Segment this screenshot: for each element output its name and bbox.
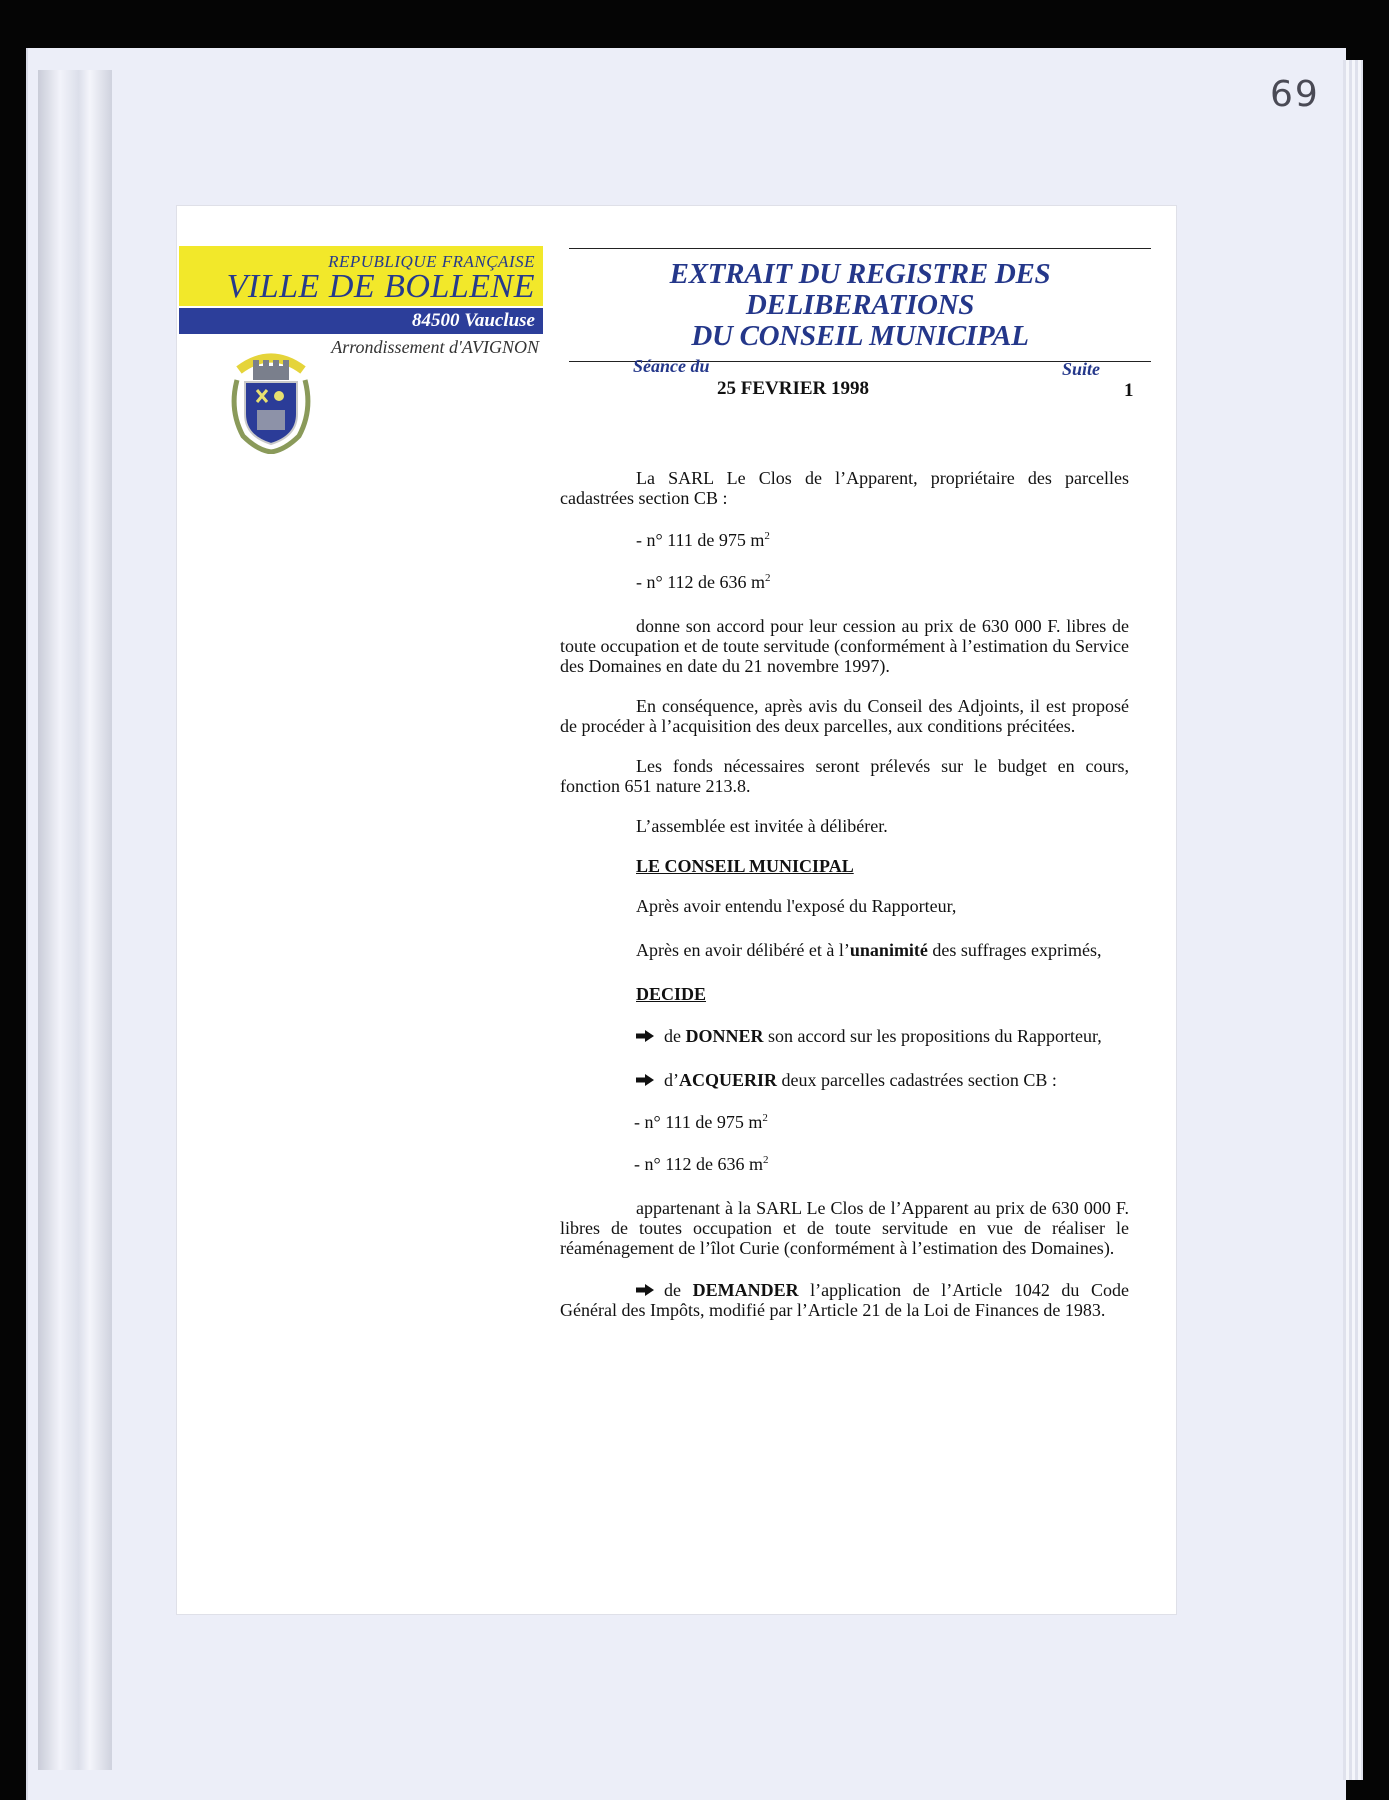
acquerir-after: deux parcelles cadastrées section CB : (777, 1070, 1057, 1090)
demander-after: l’application de l’Article 1042 du Code Général des Impôts, modifié par l’Article 21 de la Loi de Finances de 1983. (560, 1280, 1129, 1320)
square-exponent: 2 (764, 530, 770, 542)
ville-label: VILLE DE BOLLENE (226, 268, 535, 305)
demander-before: de (664, 1280, 693, 1300)
demander-bold: DEMANDER (692, 1280, 799, 1300)
paragraph-entendu: Après avoir entendu l'exposé du Rapporteur, (636, 896, 957, 916)
deliberation-sheet (176, 205, 1177, 1615)
document-title (569, 248, 1151, 362)
square-exponent: 2 (765, 572, 771, 584)
seance-label: Séance du (633, 356, 710, 376)
suite-number: 1 (1124, 380, 1134, 401)
coat-of-arms-icon (227, 340, 315, 454)
acquerir-before: d’ (664, 1070, 679, 1090)
letterhead-yellow-band (179, 246, 543, 306)
paragraph-delibere (560, 940, 1129, 960)
unanimite-bold: unanimité (849, 940, 928, 960)
decision-donner (560, 1026, 1129, 1046)
decision-parcel-112 (560, 1154, 1129, 1174)
title-line-2: DU CONSEIL MUNICIPAL (691, 320, 1029, 352)
conseil-heading-text: LE CONSEIL MUNICIPAL (636, 856, 854, 876)
parcel-111 (560, 530, 1129, 550)
arrow-right-icon (636, 1074, 654, 1086)
paragraph-accord: donne son accord pour leur cession au prix de 630 000 F. libres de toute occupation et de toute servitude (conformément à l’estimation du Service des Domaines en date du 21 novembre 1997). (560, 616, 1129, 676)
decision-demander (560, 1280, 1129, 1320)
arrow-right-icon (636, 1284, 654, 1296)
deliberation-body (560, 468, 1129, 1320)
parcel-111-text: - n° 111 de 975 m (636, 530, 765, 550)
decision-parcel-112-text: - n° 112 de 636 m (634, 1154, 764, 1174)
decision-parcel-111 (560, 1112, 1129, 1132)
donner-after: son accord sur les propositions du Rapporteur, (763, 1026, 1102, 1046)
republique-label: REPUBLIQUE FRANÇAISE (328, 252, 535, 271)
delibere-before: Après en avoir délibéré et à l’ (636, 940, 850, 960)
arrow-right-icon (636, 1030, 654, 1042)
donner-before: de (664, 1026, 686, 1046)
folio-number: 69 (1270, 74, 1320, 115)
paragraph-appartenant: appartenant à la SARL Le Clos de l’Apparent au prix de 630 000 F. libres de toutes occupation et de toute servitude en vue de réaliser le réaménagement de l’îlot Curie (conformément à l’estimation des Domaines). (560, 1198, 1129, 1258)
paragraph-assemblee: L’assemblée est invitée à délibérer. (636, 816, 888, 836)
page-stack-edge (1343, 60, 1363, 1780)
postal-band: 84500 Vaucluse (179, 306, 543, 334)
seance-date: 25 FEVRIER 1998 (717, 378, 870, 399)
parcel-112 (560, 572, 1129, 592)
paragraph-sarl: La SARL Le Clos de l’Apparent, propriétaire des parcelles cadastrées section CB : (560, 468, 1129, 508)
binding-edge (38, 70, 112, 1770)
square-exponent: 2 (763, 1154, 769, 1166)
donner-bold: DONNER (685, 1026, 764, 1046)
decide-heading (560, 984, 1129, 1004)
parcel-112-text: - n° 112 de 636 m (636, 572, 766, 592)
square-exponent: 2 (762, 1112, 768, 1124)
decision-parcel-111-text: - n° 111 de 975 m (634, 1112, 763, 1132)
decision-acquerir (560, 1070, 1129, 1090)
decide-heading-text: DECIDE (636, 984, 707, 1004)
title-line-1: EXTRAIT DU REGISTRE DES DELIBERATIONS (669, 258, 1051, 321)
arrondissement-label: Arrondissement d'AVIGNON (331, 337, 539, 357)
conseil-heading (560, 856, 1129, 876)
delibere-after: des suffrages exprimés, (927, 940, 1102, 960)
suite-label: Suite (1062, 359, 1101, 379)
paragraph-consequence: En conséquence, après avis du Conseil des Adjoints, il est proposé de procéder à l’acquisition des deux parcelles, aux conditions précitées. (560, 696, 1129, 736)
paragraph-fonds: Les fonds nécessaires seront prélevés sur le budget en cours, fonction 651 nature 213.8. (560, 756, 1129, 796)
acquerir-bold: ACQUERIR (679, 1070, 778, 1090)
